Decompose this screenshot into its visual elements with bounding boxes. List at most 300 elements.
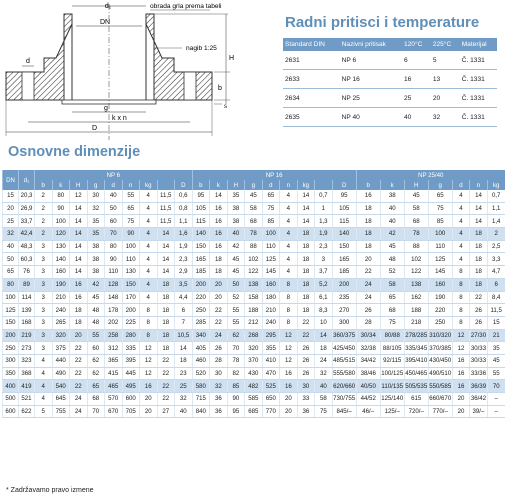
table-cell: 50 bbox=[227, 278, 245, 291]
dimensions-sub-header-cell: b bbox=[356, 180, 380, 190]
table-cell: 30 bbox=[297, 380, 315, 393]
table-row bbox=[3, 253, 505, 266]
table-cell: NP 16 bbox=[340, 70, 402, 89]
table-cell: 26 bbox=[210, 342, 228, 355]
table-cell: 120 bbox=[52, 228, 70, 241]
dimensions-sub-header-cell: n bbox=[280, 180, 298, 190]
table-cell: 58 bbox=[404, 202, 428, 215]
table-cell: 75 bbox=[122, 215, 140, 228]
table-cell: 235 bbox=[332, 291, 356, 304]
table-cell: 18 bbox=[297, 291, 315, 304]
table-row bbox=[283, 89, 497, 108]
table-cell: 150 bbox=[332, 240, 356, 253]
table-cell: 3,5 bbox=[175, 278, 193, 291]
table-cell: 460 bbox=[192, 354, 210, 367]
table-cell: 15 bbox=[487, 316, 505, 329]
table-cell: 65 bbox=[3, 266, 19, 279]
label-D: D bbox=[92, 125, 98, 132]
label-d1: d₁ bbox=[104, 3, 112, 10]
table-cell: 88 bbox=[245, 240, 263, 253]
pressure-group-header: NP 16 bbox=[192, 170, 356, 180]
table-cell: 521 bbox=[19, 393, 35, 406]
table-cell: 32 bbox=[315, 367, 333, 380]
table-cell: 55 bbox=[87, 329, 105, 342]
table-cell: 122 bbox=[404, 266, 428, 279]
table-cell: 32 bbox=[210, 380, 228, 393]
table-cell: 60,3 bbox=[19, 253, 35, 266]
pressure-section-title: Radni pritisci i temperature bbox=[285, 14, 480, 31]
table-cell: 3 bbox=[35, 342, 53, 355]
table-cell: 200 bbox=[3, 329, 19, 342]
label-g: g bbox=[104, 105, 108, 112]
table-cell: 240 bbox=[262, 316, 280, 329]
table-cell: 38 bbox=[227, 202, 245, 215]
dimensions-sub-header-cell: D bbox=[332, 180, 356, 190]
table-cell: 20 bbox=[140, 393, 158, 406]
table-cell: 40/50 bbox=[356, 380, 380, 393]
table-cell: 125 bbox=[428, 253, 452, 266]
table-cell: 55 bbox=[487, 367, 505, 380]
table-cell: 415 bbox=[105, 367, 123, 380]
table-cell: 100 bbox=[122, 240, 140, 253]
table-cell: 25 bbox=[175, 380, 193, 393]
table-cell: 6 bbox=[402, 51, 431, 70]
table-cell: 65 bbox=[122, 202, 140, 215]
table-row bbox=[3, 393, 505, 406]
table-cell: 25 bbox=[3, 215, 19, 228]
table-cell: 4 bbox=[35, 393, 53, 406]
table-cell: 2 bbox=[35, 190, 53, 202]
table-cell: 22 bbox=[210, 304, 228, 317]
table-cell: 470 bbox=[262, 367, 280, 380]
table-cell: 365 bbox=[105, 354, 123, 367]
table-cell: 68 bbox=[404, 215, 428, 228]
table-cell: 58 bbox=[245, 202, 263, 215]
table-cell: 20 bbox=[210, 278, 228, 291]
table-cell: 4 bbox=[140, 291, 158, 304]
table-cell: 202 bbox=[105, 316, 123, 329]
table-cell: 445 bbox=[122, 367, 140, 380]
table-cell: 36 bbox=[210, 405, 228, 418]
table-cell: 2 bbox=[487, 228, 505, 241]
table-cell: 320 bbox=[52, 329, 70, 342]
table-cell: 585 bbox=[245, 393, 263, 406]
table-cell: 355 bbox=[262, 342, 280, 355]
table-cell: 90 bbox=[52, 202, 70, 215]
table-cell: 160 bbox=[428, 278, 452, 291]
table-cell: 1,1 bbox=[175, 215, 193, 228]
table-cell: 30 bbox=[87, 190, 105, 202]
dimensions-sub-header-cell: kg bbox=[487, 180, 505, 190]
table-cell: 46/– bbox=[356, 405, 380, 418]
table-cell: 138 bbox=[245, 278, 263, 291]
table-cell: 40 bbox=[175, 405, 193, 418]
table-cell: 145 bbox=[428, 266, 452, 279]
table-cell: 685 bbox=[245, 405, 263, 418]
pressure-group-header: NP 25/40 bbox=[356, 170, 505, 180]
table-cell: 14 bbox=[157, 228, 175, 241]
table-cell: 80/88 bbox=[380, 329, 404, 342]
table-cell: 645 bbox=[52, 393, 70, 406]
table-cell: 755 bbox=[52, 405, 70, 418]
table-cell: 11,5 bbox=[487, 304, 505, 317]
table-cell: 62 bbox=[87, 367, 105, 380]
table-cell: 85 bbox=[262, 215, 280, 228]
table-cell: 10,5 bbox=[175, 329, 193, 342]
table-cell: 273 bbox=[19, 342, 35, 355]
table-cell: 28 bbox=[210, 354, 228, 367]
table-cell: 26 bbox=[297, 342, 315, 355]
table-cell: 258 bbox=[105, 329, 123, 342]
table-cell: 4 bbox=[280, 253, 298, 266]
label-dn: DN bbox=[100, 19, 111, 26]
table-cell: 18 bbox=[356, 228, 380, 241]
table-cell: 11,5 bbox=[157, 202, 175, 215]
table-cell: 58 bbox=[380, 278, 404, 291]
table-cell: 14 bbox=[70, 266, 88, 279]
table-cell: 20 bbox=[210, 291, 228, 304]
table-cell: 2631 bbox=[283, 51, 340, 70]
table-cell: 26,9 bbox=[19, 202, 35, 215]
table-cell: 482 bbox=[245, 380, 263, 393]
table-cell: 40 bbox=[380, 202, 404, 215]
table-cell: 52 bbox=[380, 266, 404, 279]
dimensions-sub-header-cell: g bbox=[245, 180, 263, 190]
table-cell: 14 bbox=[157, 266, 175, 279]
table-cell: – bbox=[487, 405, 505, 418]
table-cell: 16 bbox=[210, 215, 228, 228]
table-cell: 26 bbox=[470, 316, 488, 329]
table-row bbox=[3, 342, 505, 355]
table-cell: 139 bbox=[19, 304, 35, 317]
table-cell: 45 bbox=[87, 291, 105, 304]
table-cell: 38 bbox=[87, 240, 105, 253]
table-cell: 6 bbox=[175, 304, 193, 317]
table-cell: 105 bbox=[192, 202, 210, 215]
table-cell: 55 bbox=[122, 190, 140, 202]
table-cell: 122 bbox=[245, 266, 263, 279]
table-cell: 20 bbox=[280, 405, 298, 418]
table-cell: 158 bbox=[245, 291, 263, 304]
table-cell: 24 bbox=[315, 354, 333, 367]
table-cell: 18 bbox=[157, 342, 175, 355]
table-cell: 102 bbox=[245, 253, 263, 266]
dimensions-sub-header-cell: kg bbox=[297, 180, 315, 190]
table-cell: 65 bbox=[87, 380, 105, 393]
table-cell: 4 bbox=[140, 253, 158, 266]
table-cell: 145 bbox=[262, 266, 280, 279]
table-cell: 368 bbox=[19, 367, 35, 380]
table-cell: 150 bbox=[192, 240, 210, 253]
table-cell: 18 bbox=[297, 304, 315, 317]
table-cell: 48,3 bbox=[19, 240, 35, 253]
footnote: * Zadržavamo pravo izmene bbox=[6, 487, 94, 494]
table-cell: 40 bbox=[315, 380, 333, 393]
table-cell: 18 bbox=[175, 354, 193, 367]
table-cell: 90 bbox=[105, 253, 123, 266]
table-cell: 3 bbox=[35, 278, 53, 291]
table-cell: 335 bbox=[122, 342, 140, 355]
table-cell: 60 bbox=[105, 215, 123, 228]
table-cell: 600 bbox=[3, 405, 19, 418]
pressure-table-header-cell: 120°C bbox=[402, 38, 431, 51]
table-cell: 100 bbox=[52, 215, 70, 228]
table-cell: 65 bbox=[380, 291, 404, 304]
table-cell: 4 bbox=[140, 202, 158, 215]
table-cell: 68 bbox=[87, 393, 105, 406]
table-cell: 32 bbox=[87, 202, 105, 215]
table-cell: 2 bbox=[35, 215, 53, 228]
pressure-table-header-cell: Materijal bbox=[460, 38, 497, 51]
table-cell: 45 bbox=[404, 190, 428, 202]
table-cell: 36 bbox=[297, 405, 315, 418]
table-cell: 42 bbox=[227, 240, 245, 253]
table-cell: 92/115 bbox=[380, 354, 404, 367]
dimensions-sub-header-cell: b bbox=[35, 180, 53, 190]
dimensions-sub-header-cell: kg bbox=[140, 180, 158, 190]
table-cell: 42,4 bbox=[19, 228, 35, 241]
table-cell: 18 bbox=[157, 278, 175, 291]
table-cell: 148 bbox=[105, 291, 123, 304]
table-row bbox=[3, 316, 505, 329]
table-cell: 100 bbox=[262, 228, 280, 241]
table-cell: 30/33 bbox=[470, 342, 488, 355]
table-cell: 13 bbox=[431, 70, 460, 89]
table-cell: 140 bbox=[192, 228, 210, 241]
table-cell: Č. 1331 bbox=[460, 89, 497, 108]
table-cell: 770/– bbox=[428, 405, 452, 418]
table-cell: 4 bbox=[140, 278, 158, 291]
table-cell: 36/39 bbox=[470, 380, 488, 393]
table-cell: 8,3 bbox=[315, 304, 333, 317]
table-cell: 250 bbox=[3, 342, 19, 355]
table-cell: 490/510 bbox=[428, 367, 452, 380]
table-cell: 270 bbox=[332, 304, 356, 317]
table-cell: 18 bbox=[356, 215, 380, 228]
table-cell: 0,8 bbox=[175, 202, 193, 215]
table-cell: Č. 1331 bbox=[460, 108, 497, 127]
table-cell: 8 bbox=[140, 316, 158, 329]
table-cell: 350 bbox=[3, 367, 19, 380]
table-cell: 65 bbox=[428, 190, 452, 202]
table-cell: 405 bbox=[192, 342, 210, 355]
table-cell: 465 bbox=[105, 380, 123, 393]
pressure-group-header: NP 6 bbox=[35, 170, 193, 180]
table-cell: 540 bbox=[52, 380, 70, 393]
table-cell: 210 bbox=[262, 304, 280, 317]
table-cell: 312 bbox=[105, 342, 123, 355]
flange-section-right bbox=[146, 14, 212, 100]
table-cell: 20,3 bbox=[19, 190, 35, 202]
table-cell: 188 bbox=[245, 304, 263, 317]
table-cell: 105 bbox=[332, 202, 356, 215]
table-cell: 185 bbox=[332, 266, 356, 279]
table-cell: 24 bbox=[356, 291, 380, 304]
table-cell: 8 bbox=[452, 278, 470, 291]
table-cell: 50 bbox=[105, 202, 123, 215]
table-row bbox=[3, 240, 505, 253]
table-cell: 180 bbox=[262, 291, 280, 304]
table-cell: 32/38 bbox=[356, 342, 380, 355]
table-cell: 370/385 bbox=[428, 342, 452, 355]
table-cell: 4,7 bbox=[487, 266, 505, 279]
table-cell: 18 bbox=[297, 240, 315, 253]
table-cell: 26 bbox=[470, 304, 488, 317]
table-cell: 4 bbox=[452, 190, 470, 202]
table-cell: 78 bbox=[404, 228, 428, 241]
table-cell: 178 bbox=[105, 304, 123, 317]
table-cell: 14 bbox=[470, 190, 488, 202]
table-cell: 370 bbox=[245, 354, 263, 367]
pressure-table-header-cell: Standard DIN bbox=[283, 38, 340, 51]
table-cell: 0,6 bbox=[175, 190, 193, 202]
table-cell: 38 bbox=[87, 253, 105, 266]
table-cell: 110 bbox=[122, 253, 140, 266]
table-cell: 16 bbox=[452, 367, 470, 380]
table-cell: 70 bbox=[487, 380, 505, 393]
table-cell: 78 bbox=[245, 228, 263, 241]
dimensions-sub-header-cell: H bbox=[404, 180, 428, 190]
table-cell: 4 bbox=[35, 354, 53, 367]
table-cell: 335/345 bbox=[404, 342, 428, 355]
table-cell: 18 bbox=[70, 304, 88, 317]
table-cell: 115 bbox=[332, 215, 356, 228]
table-cell: 8,4 bbox=[487, 291, 505, 304]
table-cell: 3 bbox=[35, 329, 53, 342]
table-row bbox=[283, 51, 497, 70]
table-cell: 5 bbox=[431, 51, 460, 70]
table-cell: 16 bbox=[356, 190, 380, 202]
table-cell: 68 bbox=[380, 304, 404, 317]
table-cell: 42 bbox=[87, 278, 105, 291]
table-cell: 18 bbox=[356, 202, 380, 215]
table-cell: 100 bbox=[428, 228, 452, 241]
table-cell: 55 bbox=[227, 316, 245, 329]
dimensions-sub-header-cell: d bbox=[262, 180, 280, 190]
table-cell: 323 bbox=[19, 354, 35, 367]
table-cell: 22 bbox=[157, 380, 175, 393]
table-cell: 18 bbox=[157, 304, 175, 317]
table-cell: – bbox=[487, 393, 505, 406]
table-cell: 18 bbox=[470, 228, 488, 241]
table-cell: 16 bbox=[452, 380, 470, 393]
table-cell: 4 bbox=[452, 240, 470, 253]
table-row bbox=[3, 367, 505, 380]
table-cell: 840 bbox=[192, 405, 210, 418]
table-cell: 44/52 bbox=[356, 393, 380, 406]
table-cell: 18 bbox=[297, 266, 315, 279]
table-cell: 410 bbox=[262, 354, 280, 367]
table-cell: 340 bbox=[192, 329, 210, 342]
table-cell: 165 bbox=[332, 253, 356, 266]
table-cell: 430/450 bbox=[428, 354, 452, 367]
table-cell: 16 bbox=[402, 70, 431, 89]
table-cell: 650 bbox=[262, 393, 280, 406]
table-cell: 16 bbox=[140, 380, 158, 393]
table-cell: 14 bbox=[315, 329, 333, 342]
table-cell: 16 bbox=[280, 367, 298, 380]
table-cell: 42 bbox=[380, 228, 404, 241]
table-cell: 33,7 bbox=[19, 215, 35, 228]
table-cell: 18 bbox=[297, 228, 315, 241]
dimensions-sub-header-cell: d bbox=[105, 180, 123, 190]
table-cell: 95 bbox=[227, 405, 245, 418]
table-cell: 30/34 bbox=[356, 329, 380, 342]
table-cell: 100 bbox=[3, 291, 19, 304]
table-cell: 620/660 bbox=[332, 380, 356, 393]
table-cell: 0,7 bbox=[487, 190, 505, 202]
table-cell: 705 bbox=[122, 405, 140, 418]
table-cell: 250 bbox=[192, 304, 210, 317]
table-cell: 0,7 bbox=[315, 190, 333, 202]
dimensions-section-title: Osnovne dimenzije bbox=[8, 144, 141, 160]
table-cell: 15 bbox=[3, 190, 19, 202]
table-cell: 22 bbox=[157, 354, 175, 367]
dimensions-sub-header-cell: H bbox=[227, 180, 245, 190]
table-cell: 34/42 bbox=[356, 354, 380, 367]
table-cell: 20 bbox=[140, 405, 158, 418]
table-cell: 16 bbox=[70, 278, 88, 291]
table-cell: 26 bbox=[297, 354, 315, 367]
table-cell: 95 bbox=[332, 190, 356, 202]
table-row bbox=[3, 380, 505, 393]
dimensions-table bbox=[2, 170, 505, 418]
table-cell: 8 bbox=[452, 266, 470, 279]
label-b: b bbox=[218, 85, 222, 92]
table-cell: 20 bbox=[3, 202, 19, 215]
table-cell: 2,9 bbox=[175, 266, 193, 279]
table-cell: 525 bbox=[262, 380, 280, 393]
table-cell: 89 bbox=[19, 278, 35, 291]
table-cell: 4 bbox=[140, 266, 158, 279]
table-cell: 320 bbox=[245, 342, 263, 355]
table-cell: 600 bbox=[122, 393, 140, 406]
pressure-table bbox=[283, 38, 497, 127]
table-row bbox=[3, 202, 505, 215]
table-cell: 20 bbox=[70, 329, 88, 342]
table-cell: 100/125 bbox=[380, 367, 404, 380]
table-cell: 110 bbox=[105, 266, 123, 279]
table-cell: 200 bbox=[122, 304, 140, 317]
table-cell: 38/46 bbox=[356, 367, 380, 380]
table-cell: 268 bbox=[245, 329, 263, 342]
table-cell: 18 bbox=[297, 253, 315, 266]
table-cell: 125/140 bbox=[380, 393, 404, 406]
dimensions-sub-header-cell: b bbox=[192, 180, 210, 190]
table-cell: 8 bbox=[452, 316, 470, 329]
table-cell: 14 bbox=[70, 240, 88, 253]
table-cell: 39/– bbox=[470, 405, 488, 418]
table-row bbox=[3, 278, 505, 291]
table-cell: 4 bbox=[452, 215, 470, 228]
table-cell: Č. 1331 bbox=[460, 51, 497, 70]
table-row bbox=[3, 291, 505, 304]
table-cell: 1,1 bbox=[487, 202, 505, 215]
table-cell: 22 bbox=[70, 354, 88, 367]
table-cell: 80 bbox=[52, 190, 70, 202]
table-cell: 38 bbox=[87, 266, 105, 279]
table-cell: 18 bbox=[470, 266, 488, 279]
table-cell: 6 bbox=[487, 278, 505, 291]
table-cell: 8 bbox=[452, 304, 470, 317]
table-cell: 495 bbox=[122, 380, 140, 393]
table-cell: 16 bbox=[210, 228, 228, 241]
table-cell: 45 bbox=[227, 266, 245, 279]
table-cell: 5 bbox=[35, 405, 53, 418]
table-cell: 30/33 bbox=[470, 354, 488, 367]
table-cell: 310/320 bbox=[428, 329, 452, 342]
table-cell: 78 bbox=[227, 354, 245, 367]
